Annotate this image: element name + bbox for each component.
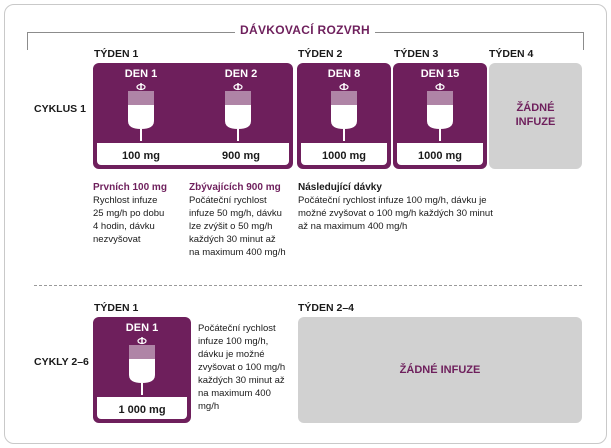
iv-bag-icon <box>421 83 459 143</box>
cycle1-day15-label: DEN 15 <box>420 68 460 80</box>
cycle1-desc1-line: 4 hodin, dávku <box>93 221 155 232</box>
cycles26-no-infusion: ŽÁDNÉ INFUZE <box>399 364 481 376</box>
header-bracket-left-tick <box>27 32 28 50</box>
cycles26-week24-no-infusion-box <box>298 317 582 423</box>
cycles26-desc-line: infuze 100 mg/h, <box>198 336 269 347</box>
cycles26-week24-label: TÝDEN 2–4 <box>298 302 355 314</box>
cycles26-desc-line: Počáteční rychlost <box>198 323 276 334</box>
page-title: DÁVKOVACÍ ROZVRH <box>240 23 370 37</box>
cycle1-label: CYKLUS 1 <box>34 103 86 115</box>
cycle1-no-infusion-line2: INFUZE <box>515 116 556 128</box>
cycle1-desc2-line: každých 30 minut až <box>189 234 276 245</box>
header-bracket-left-line <box>27 32 235 33</box>
cycles26-desc-line: zvyšovat o 100 mg/h <box>198 362 286 373</box>
cycle1-day1-label: DEN 1 <box>124 68 158 80</box>
cycle1-desc1-line: Rychlost infuze <box>93 195 158 206</box>
cycle1-desc2-line: lze zvýšit o 50 mg/h <box>189 221 273 232</box>
cycle1-week4-no-infusion-box <box>489 63 582 169</box>
cycles26-day1-label: DEN 1 <box>125 322 159 334</box>
header-bracket-right-tick <box>583 32 584 50</box>
cycle1-desc1-head: Prvních 100 mg <box>93 182 167 193</box>
cycle1-week1-label: TÝDEN 1 <box>94 48 139 60</box>
cycle1-week4-label: TÝDEN 4 <box>489 48 534 60</box>
cycle1-week2-label: TÝDEN 2 <box>298 48 343 60</box>
cycles26-day1-dose: 1 000 mg <box>118 404 166 416</box>
cycle1-desc2-line: Počáteční rychlost <box>189 195 267 206</box>
cycle1-week3-card <box>393 63 487 169</box>
cycle1-desc2-head: Zbývajících 900 mg <box>189 182 281 193</box>
iv-bag-icon <box>122 83 160 143</box>
cycle-divider <box>34 285 582 286</box>
cycle1-desc2-line: infuze 50 mg/h, dávku <box>189 208 282 219</box>
cycle1-week3-label: TÝDEN 3 <box>394 48 439 60</box>
header-bracket-right-line <box>375 32 584 33</box>
cycles26-week1-label: TÝDEN 1 <box>94 302 139 314</box>
cycle1-desc3-head: Následující dávky <box>298 182 382 193</box>
cycles26-desc-line: na maximum 400 mg/h <box>198 388 271 412</box>
cycle1-desc3-line: možné zvyšovat o 100 mg/h každých 30 minut <box>298 208 493 219</box>
cycle1-desc-remaining-dose <box>189 181 295 259</box>
cycle1-desc1-line: nezvyšovat <box>93 234 141 245</box>
cycle1-day8-dose: 1000 mg <box>321 150 367 162</box>
cycle1-desc3-line: Počáteční rychlost infuze 100 mg/h, dávku je <box>298 195 487 206</box>
cycle1-day2-dose: 900 mg <box>222 150 260 162</box>
cycle1-desc-subsequent-doses <box>298 181 498 233</box>
cycle1-no-infusion-line1: ŽÁDNÉ <box>516 102 555 114</box>
cycle1-desc1-line: 25 mg/h po dobu <box>93 208 165 219</box>
cycle1-day1-dose: 100 mg <box>122 150 160 162</box>
iv-bag-icon <box>325 83 363 143</box>
cycle1-desc3-line: až na maximum 400 mg/h <box>298 221 408 232</box>
iv-bag-icon <box>219 83 257 143</box>
cycles26-week1-card <box>93 317 191 423</box>
cycle1-desc2-line: na maximum 400 mg/h <box>189 247 286 258</box>
cycle1-week1-card <box>93 63 293 169</box>
cycles26-label: CYKLY 2–6 <box>34 356 89 368</box>
cycles26-desc <box>198 322 294 413</box>
cycles26-desc-line: dávku je možné <box>198 349 265 360</box>
cycle1-day2-label: DEN 2 <box>224 68 258 80</box>
iv-bag-icon <box>123 337 161 397</box>
cycle1-desc-first-dose <box>93 181 185 246</box>
cycle1-day15-dose: 1000 mg <box>417 150 463 162</box>
cycles26-desc-line: každých 30 minut až <box>198 375 285 386</box>
cycle1-day8-label: DEN 8 <box>327 68 361 80</box>
cycle1-week2-card <box>297 63 391 169</box>
